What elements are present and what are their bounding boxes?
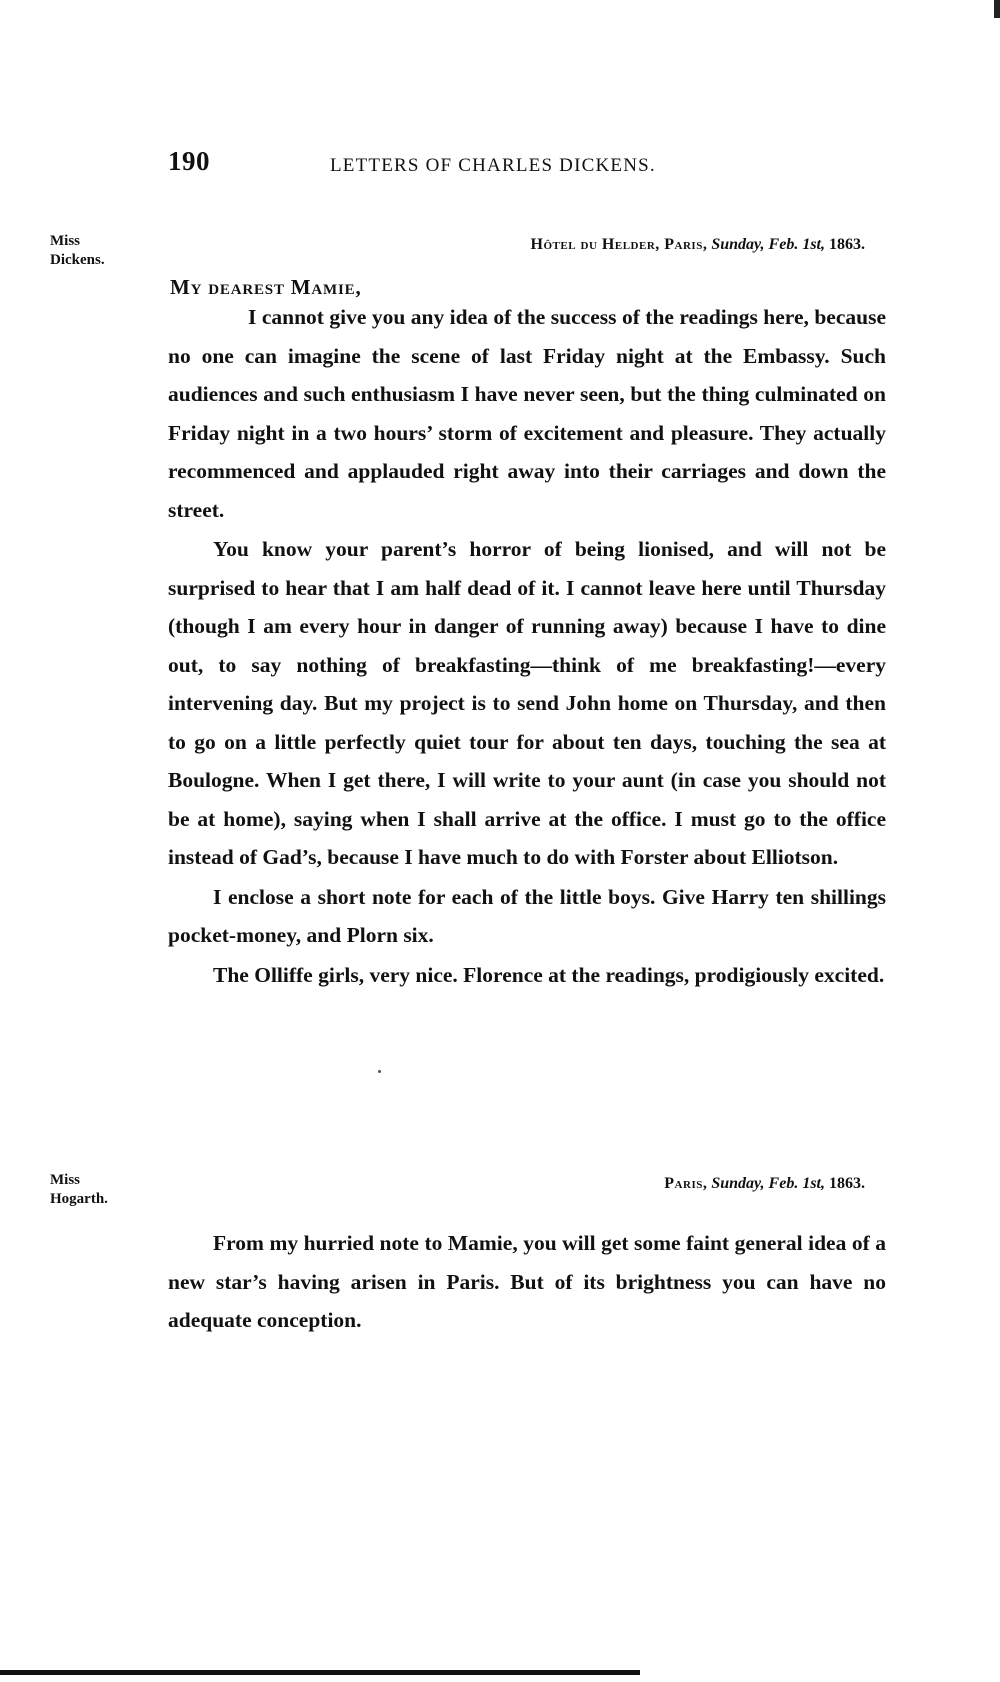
recipient-note-line: Miss: [50, 1172, 80, 1188]
letter-paragraph: The Olliffe girls, very nice. Florence at the readings, prodigiously excited.: [213, 962, 885, 987]
recipient-note-line: Dickens.: [50, 252, 105, 268]
running-head: LETTERS OF CHARLES DICKENS.: [330, 155, 656, 176]
dateline-year: 1863.: [829, 236, 865, 253]
page-number: 190: [168, 146, 210, 176]
dateline-day: Sunday, Feb. 1st,: [711, 1175, 825, 1192]
recipient-note-line: Hogarth.: [50, 1191, 108, 1207]
dateline-letter-1: [531, 236, 865, 254]
dateline-day: Sunday, Feb. 1st,: [711, 236, 825, 253]
print-speck: [378, 1070, 381, 1073]
letter-1-body: [168, 298, 886, 994]
letter-paragraph: You know your parent’s horror of being lionised, and will not be surprised to hear that I am half dead of it. I cannot leave here until Thursday (though I am every hour in danger of running away) because I have to dine out, to say nothing of breakfasting—think of me breakfasting!—every intervening day. But my project is to send John home on Thursday, and then to go on a little perfectly quiet tour for about ten days, touching the sea at Boulogne. When I get there, I will write to your aunt (in case you should not be at home), saying when I shall arrive at the office. I must go to the office instead of Gad’s, because I have much to do with Forster about Elliotson.: [168, 537, 886, 869]
recipient-note-miss-dickens: [50, 232, 105, 270]
recipient-note-line: Miss: [50, 233, 80, 249]
dateline-year: 1863.: [829, 1175, 865, 1192]
letter-paragraph: I cannot give you any idea of the success of the readings here, because no one can imagine the scene of last Friday night at the Embassy. Such audiences and such enthusiasm I have never seen, but the thing culminated on Friday night in a two hours’ storm of excitement and pleasure. They actually recommenced and applauded right away into their carriages and down the street.: [168, 305, 886, 522]
scan-corner-mark: [994, 0, 1000, 18]
dateline-place: Hôtel du Helder, Paris,: [530, 236, 708, 253]
dateline-place: Paris,: [664, 1175, 708, 1192]
letter-paragraph: From my hurried note to Mamie, you will get some faint general idea of a new star’s having arisen in Paris. But of its brightness you can have no adequate conception.: [168, 1231, 886, 1332]
letter-paragraph: I enclose a short note for each of the little boys. Give Harry ten shillings pocket-money, and Plorn six.: [168, 884, 886, 947]
dateline-letter-2: [664, 1175, 865, 1193]
salutation: My dearest Mamie,: [170, 275, 362, 299]
letter-2-body: [168, 1224, 886, 1340]
bottom-rule: [0, 1670, 640, 1675]
recipient-note-miss-hogarth: [50, 1171, 108, 1209]
